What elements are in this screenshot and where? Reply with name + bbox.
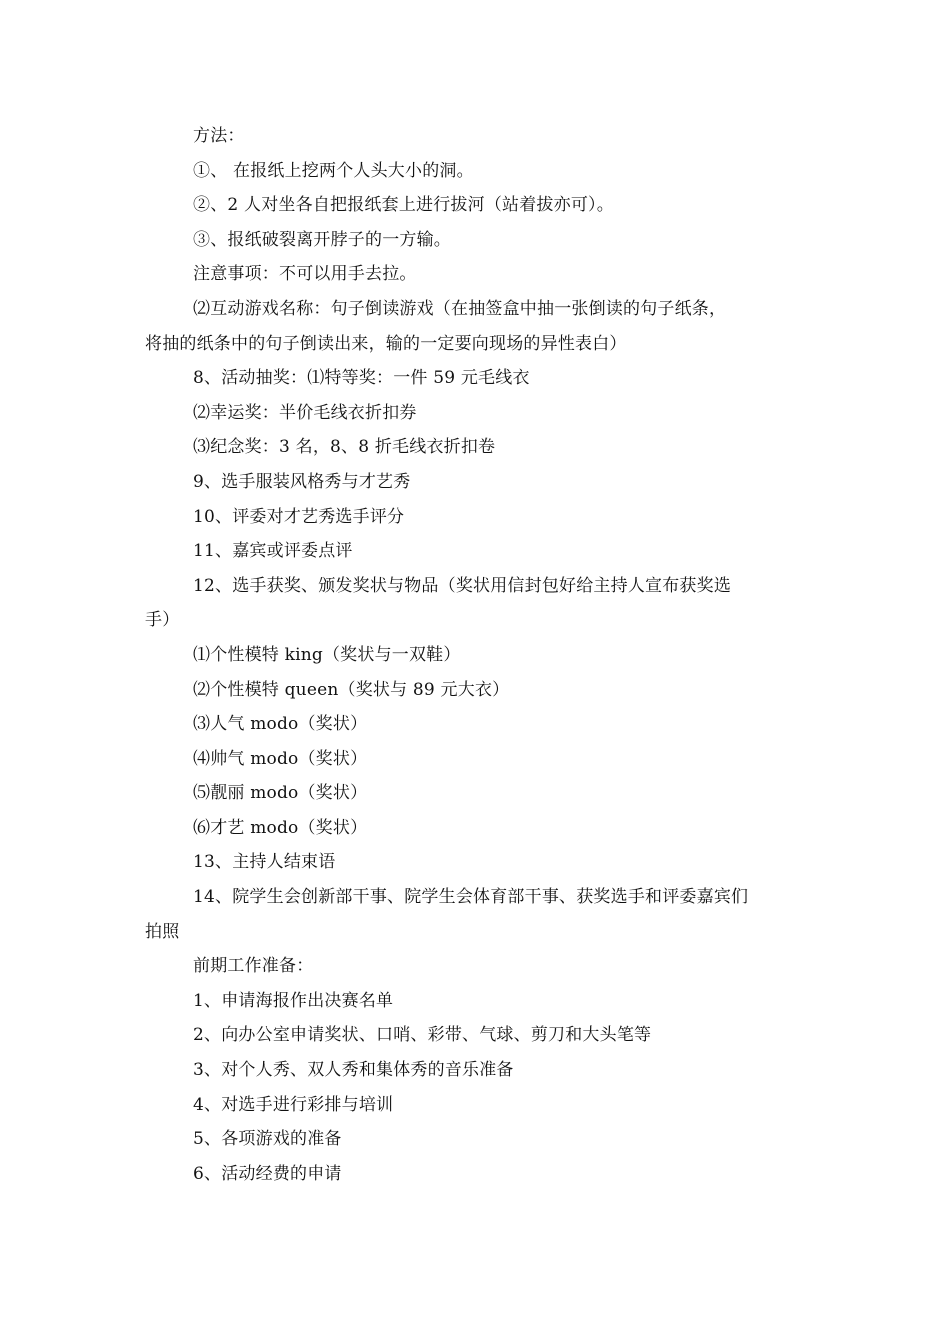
paragraph-line: 6、活动经费的申请 <box>193 1163 342 1184</box>
paragraph-line: ⑶纪念奖：3 名，8、8 折毛线衣折扣卷 <box>193 437 496 458</box>
paragraph-line: ⑵个性模特 queen（奖状与 89 元大衣） <box>193 679 510 700</box>
paragraph-line: 14、院学生会创新部干事、院学生会体育部干事、获奖选手和评委嘉宾们 <box>193 887 749 908</box>
paragraph-line: 手） <box>145 610 180 631</box>
paragraph-line: 2、向办公室申请奖状、口哨、彩带、气球、剪刀和大头笔等 <box>193 1025 652 1046</box>
paragraph-line: 11、嘉宾或评委点评 <box>193 541 353 562</box>
paragraph-line: ⑹才艺 modo（奖状） <box>193 817 368 838</box>
paragraph-line: 1、申请海报作出决赛名单 <box>193 990 394 1011</box>
paragraph-line: 8、活动抽奖：⑴特等奖：一件 59 元毛线衣 <box>193 368 530 389</box>
paragraph-line: 前期工作准备： <box>193 956 314 977</box>
paragraph-line: 拍照 <box>145 921 180 942</box>
paragraph-line: ①、 在报纸上挖两个人头大小的洞。 <box>193 160 474 181</box>
paragraph-line: 3、对个人秀、双人秀和集体秀的音乐准备 <box>193 1060 514 1081</box>
paragraph-line: ⑵互动游戏名称：句子倒读游戏（在抽签盒中抽一张倒读的句子纸条， <box>193 298 727 319</box>
paragraph-line: 方法： <box>193 126 245 146</box>
paragraph-line: ⑵幸运奖：半价毛线衣折扣券 <box>193 402 417 423</box>
paragraph-line: 13、主持人结束语 <box>193 852 336 873</box>
document-body <box>145 119 810 1191</box>
paragraph-line: ②、2 人对坐各自把报纸套上进行拔河（站着拔亦可）。 <box>193 195 614 216</box>
paragraph-line: 4、对选手进行彩排与培训 <box>193 1094 394 1115</box>
paragraph-line: ③、报纸破裂离开脖子的一方输。 <box>193 229 451 250</box>
paragraph-line: 9、选手服装风格秀与才艺秀 <box>193 471 411 492</box>
paragraph-line: ⑶人气 modo（奖状） <box>193 714 368 735</box>
paragraph-line: 5、各项游戏的准备 <box>193 1129 342 1150</box>
paragraph-line: ⑷帅气 modo（奖状） <box>193 748 368 769</box>
paragraph-line: ⑸靓丽 modo（奖状） <box>193 783 368 804</box>
paragraph-line: 12、选手获奖、颁发奖状与物品（奖状用信封包好给主持人宣布获奖选 <box>193 575 732 596</box>
paragraph-line: 注意事项：不可以用手去拉。 <box>193 264 417 285</box>
paragraph-line: 10、评委对才艺秀选手评分 <box>193 506 405 527</box>
paragraph-line: ⑴个性模特 king（奖状与一双鞋） <box>193 644 461 665</box>
paragraph-line: 将抽的纸条中的句子倒读出来，输的一定要向现场的异性表白） <box>145 333 627 354</box>
